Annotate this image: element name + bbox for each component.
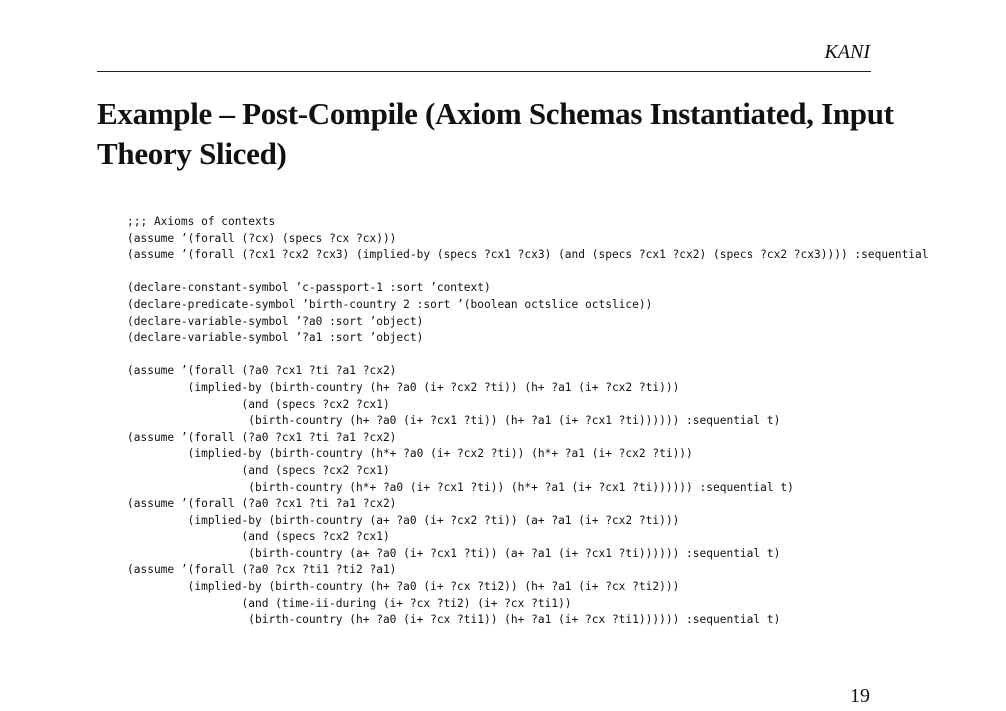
- code-line: (declare-predicate-symbol ’birth-country 2 :sort ’(boolean octslice octslice)): [127, 297, 653, 311]
- code-line: (assume ’(forall (?cx1 ?cx2 ?cx3) (implied-by (specs ?cx1 ?cx3) (and (specs ?cx1 ?cx2) (specs ?cx2 ?cx3)))) :sequential: [127, 248, 929, 262]
- page-number: 19: [850, 685, 870, 707]
- code-listing: [127, 214, 1002, 629]
- header-divider: [97, 71, 871, 72]
- code-line: (assume ’(forall (?a0 ?cx1 ?ti ?a1 ?cx2): [127, 430, 397, 444]
- code-line: (and (specs ?cx2 ?cx1): [127, 397, 390, 411]
- code-line: (birth-country (h*+ ?a0 (i+ ?cx1 ?ti)) (h*+ ?a1 (i+ ?cx1 ?ti)))))) :sequential t): [127, 480, 794, 494]
- code-line: (assume ’(forall (?a0 ?cx1 ?ti ?a1 ?cx2): [127, 364, 397, 378]
- code-line: (and (time-ii-during (i+ ?cx ?ti2) (i+ ?cx ?ti1)): [127, 596, 572, 610]
- code-line: (implied-by (birth-country (h+ ?a0 (i+ ?cx ?ti2)) (h+ ?a1 (i+ ?cx ?ti2))): [127, 580, 680, 594]
- code-line: (declare-variable-symbol ’?a0 :sort ’object): [127, 314, 424, 328]
- code-line: (assume ’(forall (?cx) (specs ?cx ?cx))): [127, 231, 397, 245]
- code-line: ;;; Axioms of contexts: [127, 215, 276, 228]
- code-line: (implied-by (birth-country (h+ ?a0 (i+ ?cx2 ?ti)) (h+ ?a1 (i+ ?cx2 ?ti))): [127, 380, 680, 394]
- code-line: (and (specs ?cx2 ?cx1): [127, 463, 390, 477]
- code-line: (implied-by (birth-country (h*+ ?a0 (i+ ?cx2 ?ti)) (h*+ ?a1 (i+ ?cx2 ?ti))): [127, 447, 693, 461]
- running-header-label: KANI: [824, 41, 870, 63]
- code-line: (declare-variable-symbol ’?a1 :sort ’object): [127, 331, 424, 345]
- code-line: (and (specs ?cx2 ?cx1): [127, 530, 390, 544]
- code-line: [127, 347, 1002, 364]
- code-line: (birth-country (h+ ?a0 (i+ ?cx1 ?ti)) (h+ ?a1 (i+ ?cx1 ?ti)))))) :sequential t): [127, 414, 781, 428]
- code-line: (implied-by (birth-country (a+ ?a0 (i+ ?cx2 ?ti)) (a+ ?a1 (i+ ?cx2 ?ti))): [127, 513, 680, 527]
- slide-title: Example – Post-Compile (Axiom Schemas Instantiated, Input Theory Sliced): [97, 96, 894, 171]
- code-line: (birth-country (h+ ?a0 (i+ ?cx ?ti1)) (h+ ?a1 (i+ ?cx ?ti1)))))) :sequential t): [127, 613, 781, 627]
- code-line: (assume ’(forall (?a0 ?cx ?ti1 ?ti2 ?a1): [127, 563, 397, 577]
- code-line: [127, 264, 1002, 281]
- code-line: (declare-constant-symbol ’c-passport-1 :sort ’context): [127, 281, 491, 295]
- code-line: (assume ’(forall (?a0 ?cx1 ?ti ?a1 ?cx2): [127, 497, 397, 511]
- code-line: (birth-country (a+ ?a0 (i+ ?cx1 ?ti)) (a+ ?a1 (i+ ?cx1 ?ti)))))) :sequential t): [127, 546, 781, 560]
